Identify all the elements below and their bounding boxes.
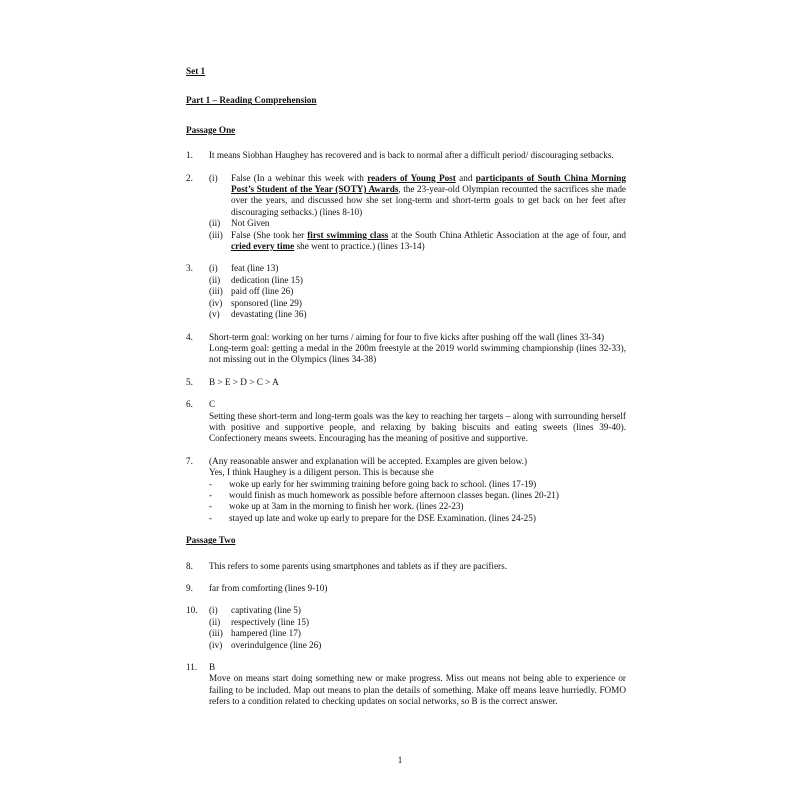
sub-number: (v)	[209, 309, 220, 320]
sub-answer-ii	[209, 218, 626, 229]
answer-text: False (She took her	[231, 229, 308, 240]
quoted-evidence: first swimming class	[307, 229, 389, 240]
sub-answer	[209, 275, 626, 286]
sub-answer	[209, 263, 626, 274]
answer-key-content	[186, 66, 626, 719]
answer-text: respectively (line 15)	[231, 616, 310, 627]
sub-number: (iv)	[209, 297, 223, 308]
sub-number: (ii)	[209, 616, 221, 627]
question-number: 11.	[186, 662, 198, 673]
question-6	[186, 399, 626, 445]
dash-marker: -	[209, 512, 213, 523]
sub-number: (i)	[209, 263, 218, 274]
passage-one-title: Passage One	[186, 124, 236, 135]
quoted-evidence: cried every time	[231, 241, 295, 252]
answer-text: woke up early for her swimming training before going back to school. (lines 17-19)	[229, 478, 537, 489]
list-item	[209, 490, 626, 501]
long-term-goal: Long-term goal: getting a medal in the 200m freestyle at the 2019 world swimming championship (lines 32-33), not missing out in the Olympics (lines 34-38)	[209, 342, 626, 365]
answer-text: stayed up late and woke up early to prepare for the DSE Examination. (lines 24-25)	[229, 512, 536, 523]
dash-marker: -	[209, 489, 213, 500]
answer-text: It means Siobhan Haughey has recovered and is back to normal after a difficult period/ discouraging setbacks.	[209, 150, 614, 161]
sub-answer	[209, 605, 626, 616]
dash-marker: -	[209, 501, 213, 512]
short-term-goal: Short-term goal: working on her turns / aiming for four to five kicks after pushing off the wall (lines 33-34)	[209, 331, 605, 342]
question-9	[186, 583, 626, 594]
answer-text: captivating (line 5)	[231, 605, 301, 616]
answer-text: and	[455, 172, 476, 183]
list-item	[209, 513, 626, 524]
list-item	[209, 479, 626, 490]
explanation-text: Move on means start doing something new or make progress. Miss out means not being able to experience or failing to be included. Map out means to plan the details of something. Make off means leave hurriedly. FOMO refers to a condition related to checking updates on social networks, so B is the correct answer.	[209, 673, 626, 707]
sub-answer-i	[209, 173, 626, 219]
answer-text: False (In a webinar this week with	[231, 172, 368, 183]
answer-text: at the South China Athletic Association at the age of four, and	[388, 229, 626, 240]
answer-text: far from comforting (lines 9-10)	[209, 583, 328, 593]
list-item	[209, 501, 626, 512]
sub-number: (iii)	[209, 286, 223, 297]
question-number: 1.	[186, 150, 193, 161]
sub-answer-iii	[209, 230, 626, 253]
question-number: 6.	[186, 399, 193, 410]
explanation-text: Setting these short-term and long-term goals was the key to reaching her targets – along with surrounding herself with positive and supportive people, and relaxing by baking biscuits and eating sweets (lines 39-40). Confectionery means sweets. Encouraging has the meaning of positive and supportive.	[209, 410, 626, 444]
quoted-evidence: participants of South China Morning Post’s Student of the Year (SOTY) Awards	[231, 172, 626, 195]
answer-text: sponsored (line 29)	[231, 297, 302, 308]
question-number: 3.	[186, 263, 193, 274]
answer-text: she went to practice.) (lines 13-14)	[294, 241, 425, 252]
sub-number: (ii)	[209, 274, 221, 285]
question-number: 4.	[186, 331, 193, 342]
sub-answer	[209, 640, 626, 651]
question-number: 8.	[186, 560, 193, 571]
sub-number: (ii)	[209, 218, 221, 229]
answer-text: hampered (line 17)	[231, 628, 301, 639]
sub-number: (i)	[209, 172, 218, 183]
question-number: 10.	[186, 605, 198, 616]
answer-text: Not Given	[231, 218, 270, 229]
question-1	[186, 150, 626, 161]
answer-text: devastating (line 36)	[231, 309, 307, 320]
answer-text: paid off (line 26)	[231, 286, 294, 297]
question-number: 9.	[186, 583, 193, 593]
answer-text: This refers to some parents using smartphones and tablets as if they are pacifiers.	[209, 560, 507, 571]
page-number: 1	[397, 756, 403, 766]
answer-letter: B	[209, 662, 216, 673]
answer-text: would finish as much homework as possible before afternoon classes began. (lines 20-21)	[229, 489, 559, 500]
sub-answer	[209, 286, 626, 297]
question-number: 7.	[186, 455, 193, 466]
answer-text: feat (line 13)	[231, 263, 279, 274]
question-3	[186, 263, 626, 320]
question-10	[186, 605, 626, 651]
passage-two-title: Passage Two	[186, 535, 236, 546]
sub-answer	[209, 309, 626, 320]
set-title: Set 1	[186, 66, 206, 76]
answer-letter: C	[209, 399, 216, 410]
quoted-evidence: readers of Young Post	[367, 172, 456, 183]
sub-number: (iii)	[209, 229, 223, 240]
question-11	[186, 662, 626, 708]
answer-intro: Yes, I think Haughey is a diligent person. This is because she	[209, 467, 434, 478]
dash-marker: -	[209, 478, 213, 489]
answer-text: overindulgence (line 26)	[231, 639, 322, 650]
answer-text: , the 23-year-old Olympian recounted the sacrifices she made over the years, and discussed how she set long-term and short-term goals to get back on her feet after discouraging setbacks.) (lines 8-10)	[231, 184, 626, 217]
question-number: 2.	[186, 172, 193, 183]
question-8	[186, 561, 626, 572]
part-title: Part 1 – Reading Comprehension	[186, 95, 317, 106]
question-4	[186, 332, 626, 366]
question-2	[186, 173, 626, 253]
sub-answer	[209, 628, 626, 639]
question-5	[186, 377, 626, 388]
sub-number: (iv)	[209, 639, 223, 650]
answer-text: dedication (line 15)	[231, 274, 303, 285]
sub-number: (iii)	[209, 628, 223, 639]
sub-answer	[209, 298, 626, 309]
marking-note: (Any reasonable answer and explanation will be accepted. Examples are given below.)	[209, 455, 528, 466]
question-7	[186, 456, 626, 524]
answer-text: woke up at 3am in the morning to finish her work. (lines 22-23)	[229, 501, 464, 512]
answer-text: B > E > D > C > A	[209, 376, 279, 387]
sub-number: (i)	[209, 605, 218, 616]
question-number: 5.	[186, 376, 193, 387]
sub-answer	[209, 617, 626, 628]
